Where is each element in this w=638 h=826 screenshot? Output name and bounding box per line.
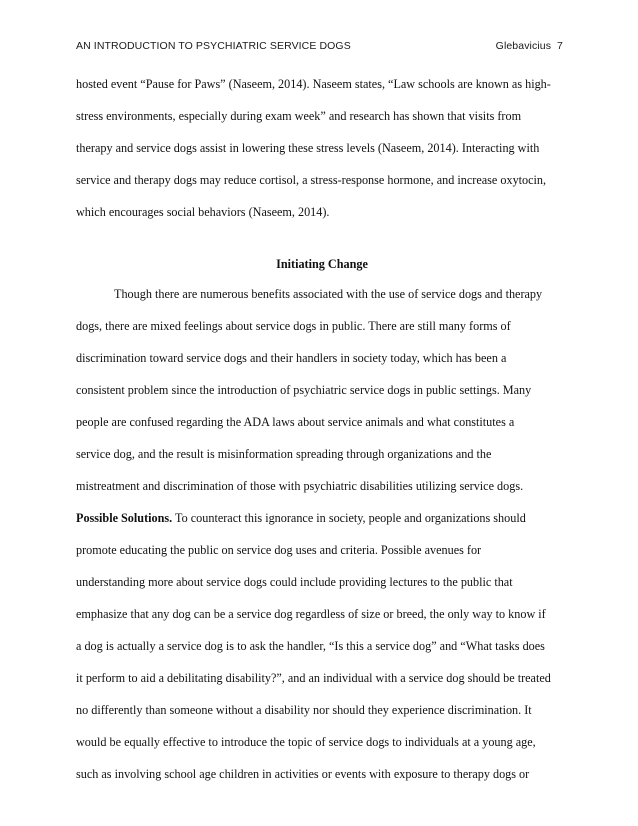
paragraph-line: it perform to aid a debilitating disability?”, and an individual with a service dog should be treated [76, 671, 551, 685]
paragraph-line: such as involving school age children in activities or events with exposure to therapy dogs or [76, 767, 530, 781]
paragraph-line: understanding more about service dogs could include providing lectures to the public that [76, 575, 513, 589]
paragraph-line: Though there are numerous benefits associated with the use of service dogs and therapy [114, 287, 543, 301]
paragraph-line: stress environments, especially during exam week” and research has shown that visits from [76, 109, 522, 123]
running-head-right [496, 40, 563, 52]
paragraph-line [76, 510, 526, 526]
running-head-title: AN INTRODUCTION TO PSYCHIATRIC SERVICE DOGS [76, 40, 351, 52]
paragraph-line: hosted event “Pause for Paws” (Naseem, 2014). Naseem states, “Law schools are known as high- [76, 77, 551, 91]
paragraph-line: service and therapy dogs may reduce cortisol, a stress-response hormone, and increase oxytocin, [76, 173, 547, 187]
paragraph-line: which encourages social behaviors (Naseem, 2014). [76, 205, 330, 219]
paragraph-text: To counteract this ignorance in society, people and organizations should [172, 511, 526, 525]
page-number: 7 [557, 40, 563, 52]
paragraph-line: no differently than someone without a disability nor should they experience discrimination. It [76, 703, 532, 717]
author-name: Glebavicius [495, 40, 552, 52]
paragraph-line: promote educating the public on service dog uses and criteria. Possible avenues for [76, 543, 482, 557]
paragraph-line: mistreatment and discrimination of those with psychiatric disabilities utilizing service dogs. [76, 479, 524, 493]
paragraph-line: service dog, and the result is misinformation spreading through organizations and the [76, 447, 492, 461]
running-head [76, 40, 563, 56]
paragraph-line: consistent problem since the introduction of psychiatric service dogs in public settings. Many [76, 383, 532, 397]
paragraph-line: emphasize that any dog can be a service dog regardless of size or breed, the only way to know if [76, 607, 546, 621]
section-heading: Initiating Change [276, 257, 368, 271]
paragraph-line: dogs, there are mixed feelings about service dogs in public. There are still many forms of [76, 319, 511, 333]
paragraph-line: would be equally effective to introduce the topic of service dogs to individuals at a young age, [76, 735, 536, 749]
paragraph-line: a dog is actually a service dog is to ask the handler, “Is this a service dog” and “What tasks does [76, 639, 545, 653]
subheading-lead-in: Possible Solutions. [76, 511, 173, 525]
paragraph-line: discrimination toward service dogs and their handlers in society today, which has been a [76, 351, 507, 365]
paragraph-line: therapy and service dogs assist in lowering these stress levels (Naseem, 2014). Interacting with [76, 141, 540, 155]
paragraph-line: people are confused regarding the ADA laws about service animals and what constitutes a [76, 415, 515, 429]
